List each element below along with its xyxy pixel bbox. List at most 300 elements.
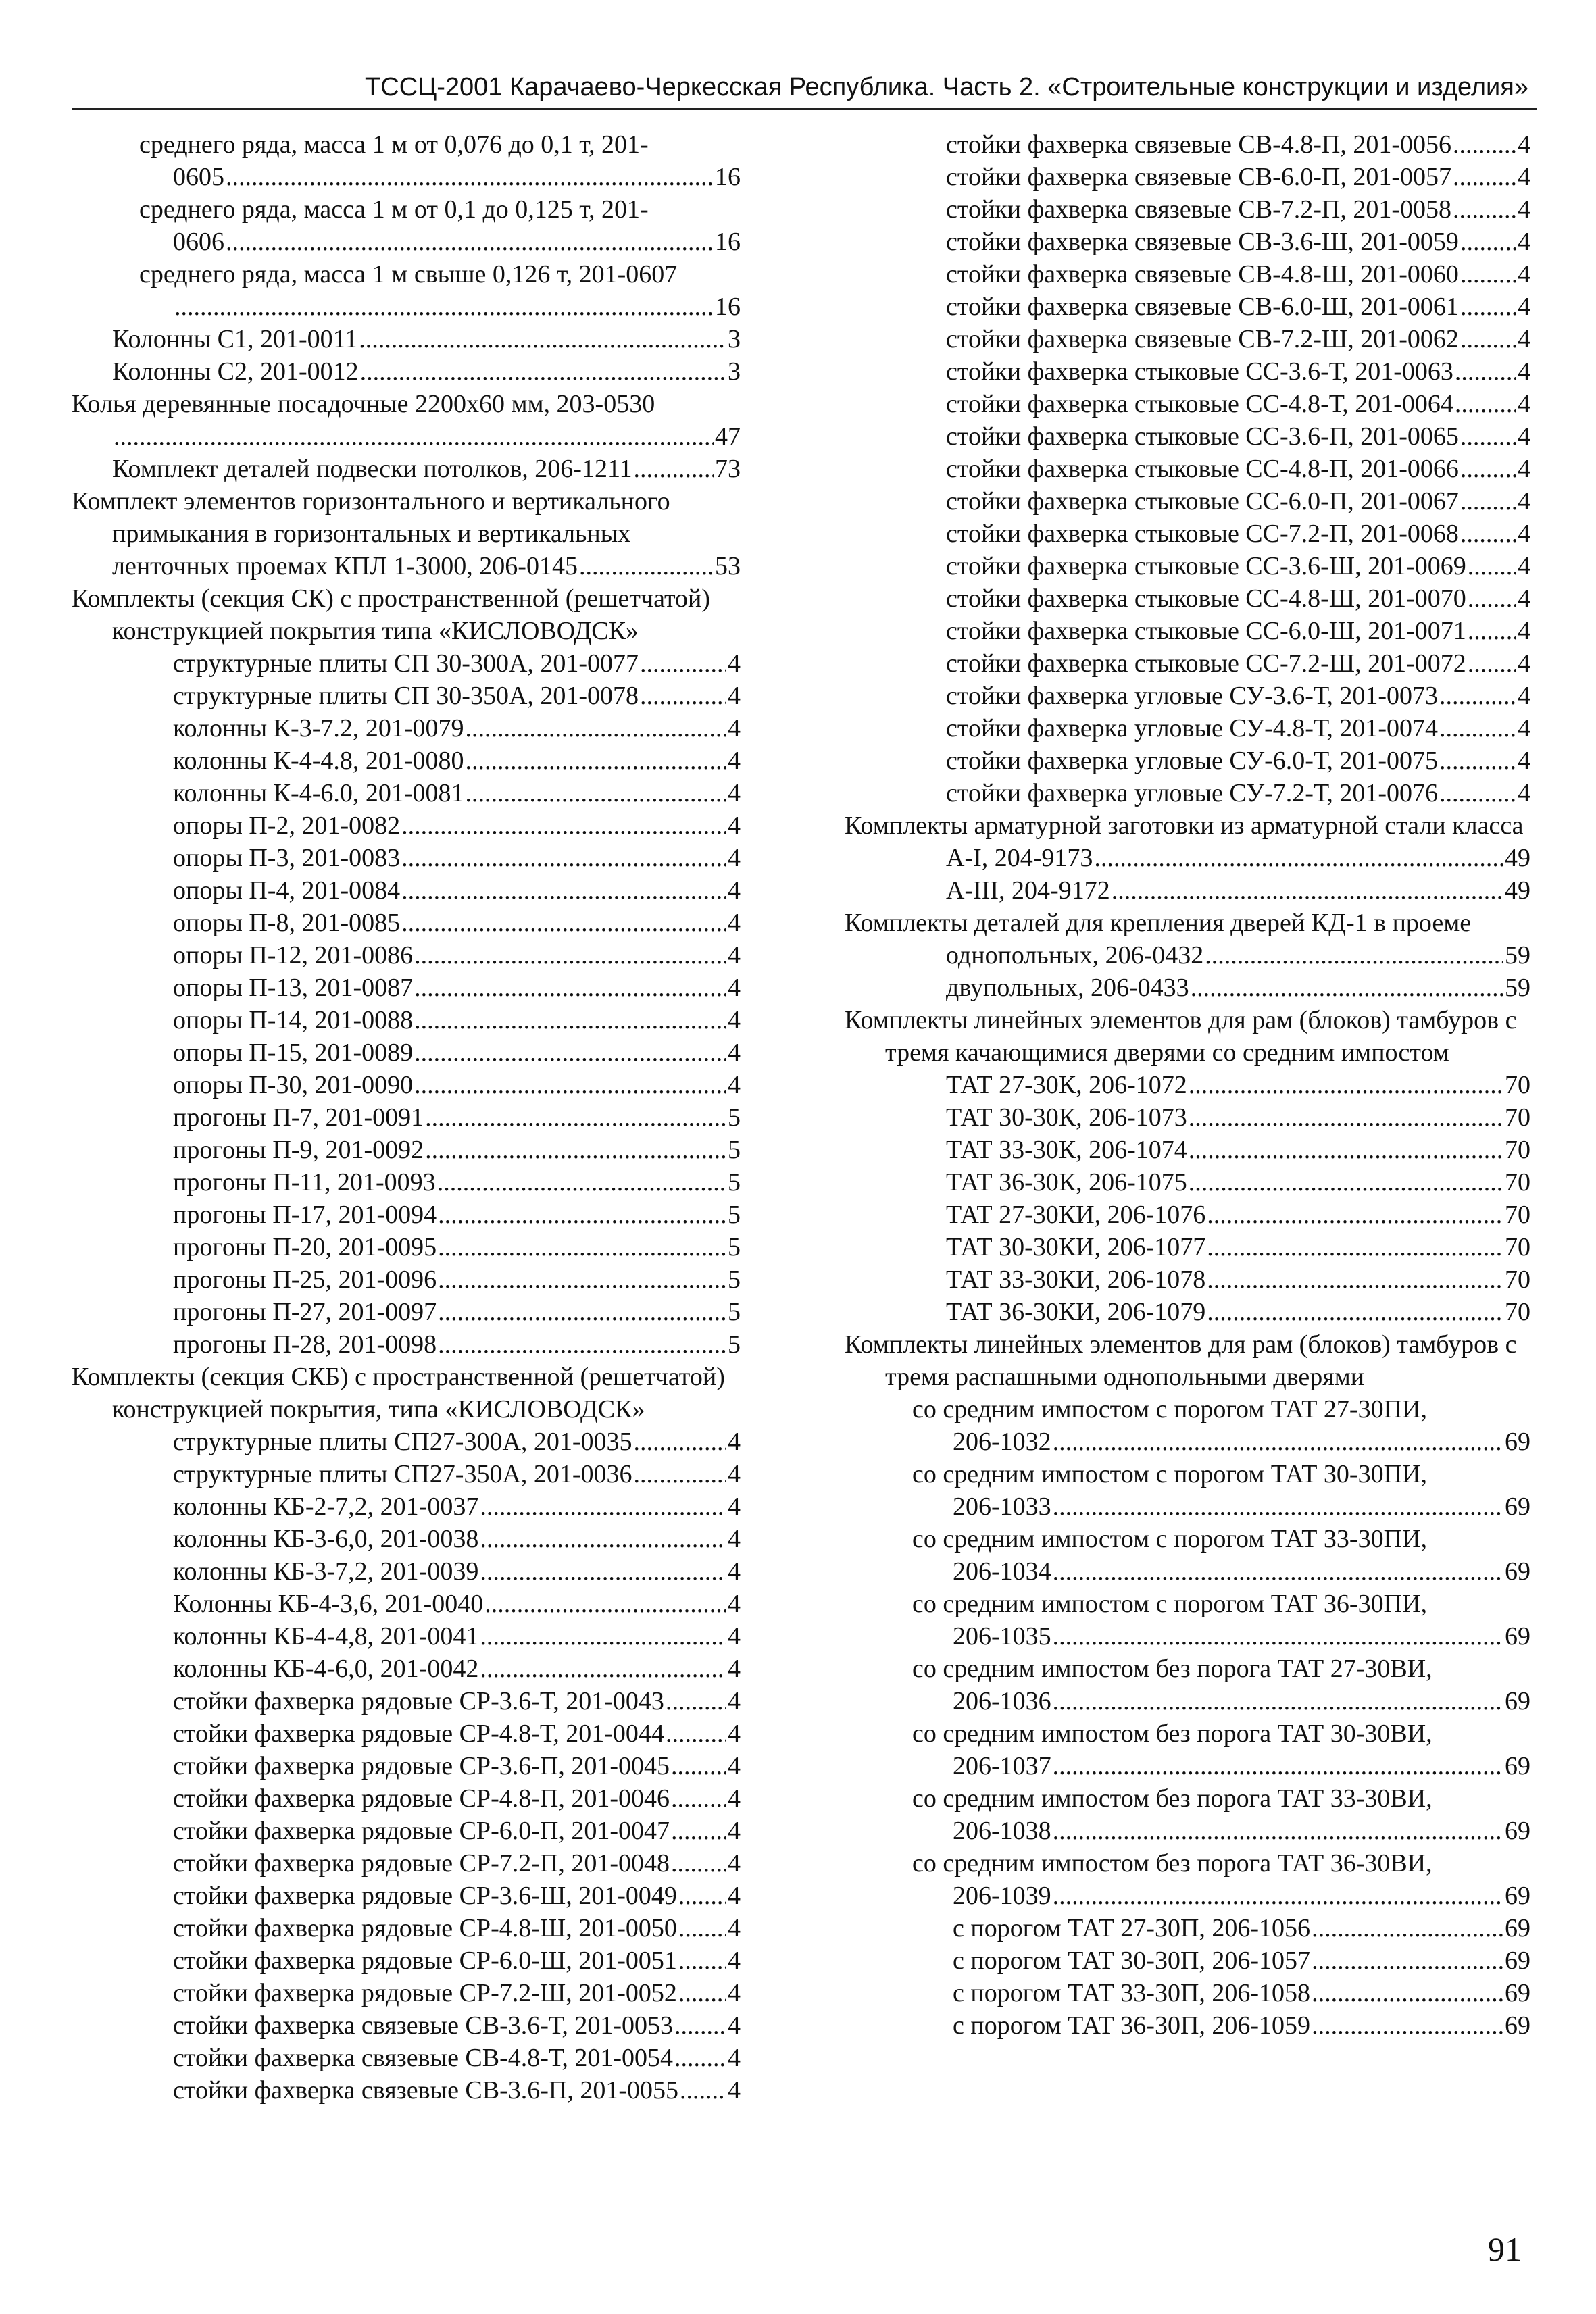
index-entry-page: 4 xyxy=(1518,487,1530,515)
index-entry-tail: опоры П-4, 201-0084 xyxy=(173,876,401,905)
index-entry xyxy=(845,615,1530,647)
index-entry-leader xyxy=(112,355,741,388)
index-entry xyxy=(845,680,1530,712)
index-entry-leader xyxy=(946,972,1530,1004)
index-entry-tail: 206-1034 xyxy=(953,1557,1051,1586)
index-entry-leader xyxy=(953,2009,1530,2042)
index-entry-page: 4 xyxy=(1518,357,1530,386)
index-entry xyxy=(845,1004,1530,1069)
dot-leader xyxy=(1460,420,1516,453)
dot-leader xyxy=(1460,518,1516,550)
dot-leader xyxy=(1453,161,1516,193)
index-entry-leader xyxy=(946,745,1530,777)
index-entry-page: 53 xyxy=(715,552,741,580)
index-entry-tail: Комплект деталей подвески потолков, 206-1211 xyxy=(112,455,632,483)
index-entry-leader xyxy=(173,1069,741,1101)
index-entry-leader xyxy=(946,874,1530,907)
index-entry xyxy=(72,1977,741,2009)
index-entry-leader xyxy=(173,1134,741,1166)
index-entry-leader xyxy=(953,1490,1530,1523)
index-entry-tail: стойки фахверка стыковые СС-3.6-Т, 201-0063 xyxy=(946,357,1453,386)
index-entry-leader xyxy=(946,550,1530,582)
index-entry-page: 5 xyxy=(728,1103,741,1132)
index-entry xyxy=(845,1653,1530,1717)
index-entry-page: 4 xyxy=(1518,195,1530,224)
index-entry-leader xyxy=(946,453,1530,485)
index-entry-leader xyxy=(946,128,1530,161)
index-entry-leader xyxy=(953,1620,1530,1653)
index-entry-leader xyxy=(173,745,741,777)
index-entry-tail: стойки фахверка связевые СВ-3.6-Ш, 201-0059 xyxy=(946,228,1459,256)
index-entry-tail: 206-1035 xyxy=(953,1622,1051,1651)
index-entry-leader xyxy=(173,777,741,809)
index-entry-page: 4 xyxy=(728,1038,741,1067)
dot-leader xyxy=(1205,939,1503,972)
index-entry-page: 4 xyxy=(728,1687,741,1715)
index-entry-tail: прогоны П-7, 201-0091 xyxy=(173,1103,424,1132)
index-entry-leader xyxy=(173,1523,741,1555)
index-entry-leader xyxy=(946,1101,1530,1134)
index-entry-leader xyxy=(946,1166,1530,1199)
index-entry-page: 4 xyxy=(728,1428,741,1456)
index-entry-tail: стойки фахверка угловые СУ-4.8-Т, 201-0074 xyxy=(946,714,1439,743)
index-entry xyxy=(845,1166,1530,1199)
index-entry xyxy=(72,777,741,809)
index-entry-leader xyxy=(173,1231,741,1263)
index-entry xyxy=(845,355,1530,388)
index-entry-leader xyxy=(946,1069,1530,1101)
index-entry-text: Комплекты линейных элементов для рам (блоков) тамбуров с тремя распашными однопольными дверями xyxy=(845,1330,1517,1391)
index-entry-page: 70 xyxy=(1505,1071,1530,1099)
index-entry-text: Комплект элементов горизонтального и вертикального примыкания в горизонтальных и вертикальных xyxy=(72,487,670,548)
index-entry-page: 4 xyxy=(728,1849,741,1878)
index-entry-leader xyxy=(946,518,1530,550)
dot-leader xyxy=(438,1263,726,1296)
index-entry-tail: колонны КБ-2-7,2, 201-0037 xyxy=(173,1492,479,1521)
index-entry xyxy=(845,972,1530,1004)
index-entry-leader xyxy=(946,1134,1530,1166)
index-entry-page: 4 xyxy=(1518,422,1530,451)
index-entry xyxy=(72,1361,741,1426)
index-entry-page: 4 xyxy=(728,2076,741,2105)
index-entry-page: 4 xyxy=(728,1719,741,1748)
index-entry xyxy=(72,1296,741,1328)
index-entry-leader xyxy=(946,485,1530,518)
index-entry-tail: 206-1033 xyxy=(953,1492,1051,1521)
dot-leader xyxy=(466,745,726,777)
index-entry-text: со средним импостом с порогом ТАТ 27-30ПИ, xyxy=(912,1395,1427,1424)
index-entry-page: 16 xyxy=(715,228,741,256)
index-entry-tail: Колонны С1, 201-0011 xyxy=(112,325,358,353)
dot-leader xyxy=(1455,355,1516,388)
index-entry-leader xyxy=(112,420,741,453)
index-entry-tail: двупольных, 206-0433 xyxy=(946,974,1189,1002)
index-entry-page: 4 xyxy=(728,1817,741,1845)
dot-leader xyxy=(671,1782,726,1815)
index-entry-leader xyxy=(173,1555,741,1588)
index-entry-tail: стойки фахверка угловые СУ-3.6-Т, 201-0073 xyxy=(946,682,1439,710)
index-entry-page: 4 xyxy=(1518,325,1530,353)
index-entry-page: 4 xyxy=(1518,747,1530,775)
index-entry-page: 3 xyxy=(728,325,741,353)
index-entry-tail: А-I, 204-9173 xyxy=(946,844,1093,872)
index-entry-page: 5 xyxy=(728,1233,741,1261)
dot-leader xyxy=(1468,550,1516,582)
index-entry xyxy=(845,1717,1530,1782)
index-entry-page: 4 xyxy=(728,1882,741,1910)
index-entry-leader xyxy=(173,1036,741,1069)
dot-leader xyxy=(634,1426,726,1458)
index-entry-tail: стойки фахверка рядовые СР-7.2-Ш, 201-0052 xyxy=(173,1979,677,2007)
index-entry xyxy=(845,1523,1530,1588)
dot-leader xyxy=(1189,1166,1503,1199)
index-entry-tail: стойки фахверка рядовые СР-4.8-П, 201-0046 xyxy=(173,1784,670,1813)
index-entry xyxy=(845,388,1530,420)
index-entry-tail: 0606 xyxy=(173,228,224,256)
dot-leader xyxy=(671,1847,726,1880)
dot-leader xyxy=(1468,647,1516,680)
index-entry-tail: опоры П-13, 201-0087 xyxy=(173,974,414,1002)
dot-leader xyxy=(425,1134,726,1166)
index-entry-tail: прогоны П-25, 201-0096 xyxy=(173,1265,437,1294)
index-entry-page: 4 xyxy=(728,747,741,775)
index-entry-leader xyxy=(173,1847,741,1880)
index-entry-leader xyxy=(946,680,1530,712)
index-entry xyxy=(72,1815,741,1847)
index-entry-leader xyxy=(112,550,741,582)
dot-leader xyxy=(359,323,726,355)
index-entry xyxy=(72,1588,741,1620)
page-number: 91 xyxy=(1488,2230,1522,2268)
index-entry-page: 59 xyxy=(1505,941,1530,970)
index-entry-text: со средним импостом с порогом ТАТ 36-30ПИ, xyxy=(912,1590,1427,1618)
dot-leader xyxy=(480,1653,726,1685)
index-entry-tail: стойки фахверка стыковые СС-4.8-Ш, 201-0070 xyxy=(946,584,1466,613)
index-entry xyxy=(72,1523,741,1555)
index-entry-tail: стойки фахверка связевые СВ-4.8-П, 201-0056 xyxy=(946,130,1452,159)
dot-leader xyxy=(634,453,714,485)
dot-leader xyxy=(114,420,714,453)
index-entry-page: 4 xyxy=(728,1914,741,1942)
index-entry-leader xyxy=(946,291,1530,323)
dot-leader xyxy=(466,777,726,809)
index-entry xyxy=(72,2042,741,2074)
index-entry-leader xyxy=(946,388,1530,420)
index-entry-leader xyxy=(173,809,741,842)
index-entry-tail: структурные плиты СП27-350А, 201-0036 xyxy=(173,1460,632,1488)
dot-leader xyxy=(414,1004,726,1036)
index-entry-leader xyxy=(173,907,741,939)
index-entry-page: 4 xyxy=(1518,520,1530,548)
index-entry xyxy=(72,1490,741,1523)
index-entry-page: 69 xyxy=(1505,1428,1530,1456)
index-entry-page: 5 xyxy=(728,1298,741,1326)
index-entry-page: 4 xyxy=(1518,779,1530,807)
index-entry-tail: стойки фахверка стыковые СС-6.0-Ш, 201-0071 xyxy=(946,617,1466,645)
index-entry xyxy=(72,1880,741,1912)
index-entry-tail: ТАТ 27-30КИ, 206-1076 xyxy=(946,1201,1206,1229)
index-entry-leader xyxy=(953,1426,1530,1458)
dot-leader xyxy=(1207,1231,1503,1263)
dot-leader xyxy=(640,680,726,712)
index-entry-leader xyxy=(173,1912,741,1944)
index-entry-page: 4 xyxy=(1518,163,1530,191)
index-entry-tail: стойки фахверка связевые СВ-3.6-П, 201-0055 xyxy=(173,2076,679,2105)
index-entry xyxy=(845,1782,1530,1847)
index-entry-page: 4 xyxy=(1518,682,1530,710)
index-entry-leader xyxy=(946,842,1530,874)
index-entry-page: 4 xyxy=(1518,228,1530,256)
index-entry-leader xyxy=(173,1490,741,1523)
index-entry-tail: прогоны П-28, 201-0098 xyxy=(173,1330,437,1359)
dot-leader xyxy=(1460,453,1516,485)
index-entry xyxy=(72,1912,741,1944)
index-entry-page: 4 xyxy=(728,2044,741,2072)
index-entry-leader xyxy=(953,1685,1530,1717)
index-entry-leader xyxy=(946,193,1530,226)
index-entry xyxy=(845,323,1530,355)
index-entry-text: среднего ряда, масса 1 м от 0,1 до 0,125 т, 201- xyxy=(139,195,649,224)
dot-leader xyxy=(414,1069,726,1101)
index-entry-tail: прогоны П-17, 201-0094 xyxy=(173,1201,437,1229)
index-entry-page: 70 xyxy=(1505,1168,1530,1197)
index-entry xyxy=(72,972,741,1004)
dot-leader xyxy=(1468,582,1516,615)
index-entry-tail: с порогом ТАТ 33-30П, 206-1058 xyxy=(953,1979,1311,2007)
index-entry-page: 49 xyxy=(1505,876,1530,905)
index-entry-page: 4 xyxy=(728,1946,741,1975)
index-entry-leader xyxy=(946,226,1530,258)
index-entry xyxy=(72,2074,741,2107)
index-entry-tail: стойки фахверка связевые СВ-6.0-П, 201-0057 xyxy=(946,163,1452,191)
index-entry xyxy=(72,1555,741,1588)
index-entry-leader xyxy=(173,874,741,907)
index-entry-leader xyxy=(946,258,1530,291)
index-entry-tail: стойки фахверка угловые СУ-6.0-Т, 201-0075 xyxy=(946,747,1439,775)
index-entry xyxy=(845,518,1530,550)
index-entry-tail: стойки фахверка стыковые СС-4.8-П, 201-0066 xyxy=(946,455,1459,483)
dot-leader xyxy=(174,291,714,323)
index-entry xyxy=(72,1717,741,1750)
index-entry xyxy=(845,193,1530,226)
index-entry xyxy=(845,2009,1530,2042)
dot-leader xyxy=(401,907,726,939)
dot-leader xyxy=(401,842,726,874)
index-entry-tail: Колонны С2, 201-0012 xyxy=(112,357,359,386)
index-entry-tail: колонны К-4-4.8, 201-0080 xyxy=(173,747,464,775)
index-entry-page: 49 xyxy=(1505,844,1530,872)
index-entry-tail: ТАТ 30-30КИ, 206-1077 xyxy=(946,1233,1206,1261)
index-entry-tail: стойки фахверка рядовые СР-7.2-П, 201-0048 xyxy=(173,1849,670,1878)
index-column-left xyxy=(72,128,741,2107)
index-entry xyxy=(72,1653,741,1685)
index-entry-leader xyxy=(173,712,741,745)
dot-leader xyxy=(1312,2009,1503,2042)
index-entry-leader xyxy=(173,1101,741,1134)
index-entry-tail: прогоны П-27, 201-0097 xyxy=(173,1298,437,1326)
index-entry xyxy=(845,485,1530,518)
index-entry-leader xyxy=(173,1977,741,2009)
index-entry-tail: Колонны КБ-4-3,6, 201-0040 xyxy=(173,1590,484,1618)
index-entry-leader xyxy=(946,647,1530,680)
index-entry xyxy=(72,1231,741,1263)
index-entry-page: 69 xyxy=(1505,1979,1530,2007)
index-entry-leader xyxy=(173,1880,741,1912)
index-entry-leader xyxy=(173,161,741,193)
index-entry xyxy=(72,2009,741,2042)
dot-leader xyxy=(1460,485,1516,518)
page-header xyxy=(72,68,1537,110)
index-entry xyxy=(845,907,1530,939)
dot-leader xyxy=(1439,745,1516,777)
index-entry xyxy=(845,777,1530,809)
index-entry xyxy=(845,420,1530,453)
index-entry xyxy=(72,1101,741,1134)
index-entry-leader xyxy=(946,355,1530,388)
index-entry-tail: прогоны П-20, 201-0095 xyxy=(173,1233,437,1261)
index-entry xyxy=(845,874,1530,907)
index-entry-page: 69 xyxy=(1505,1817,1530,1845)
index-entry-leader xyxy=(173,680,741,712)
index-entry-page: 4 xyxy=(1518,714,1530,743)
dot-leader xyxy=(1112,874,1503,907)
index-entry xyxy=(72,809,741,842)
index-entry xyxy=(72,1328,741,1361)
index-entry xyxy=(72,1782,741,1815)
dot-leader xyxy=(1468,615,1516,647)
index-entry xyxy=(845,453,1530,485)
index-entry-tail: стойки фахверка связевые СВ-4.8-Т, 201-0054 xyxy=(173,2044,673,2072)
dot-leader xyxy=(1453,128,1516,161)
dot-leader xyxy=(466,712,726,745)
index-entry-leader xyxy=(946,582,1530,615)
index-entry xyxy=(845,1458,1530,1523)
index-entry xyxy=(72,1847,741,1880)
index-entry-tail: стойки фахверка рядовые СР-4.8-Т, 201-0044 xyxy=(173,1719,664,1748)
index-entry-page: 69 xyxy=(1505,1752,1530,1780)
index-entry-page: 69 xyxy=(1505,2011,1530,2040)
index-entry-page: 4 xyxy=(728,974,741,1002)
index-entry xyxy=(72,453,741,485)
index-entry-tail: колонны КБ-3-6,0, 201-0038 xyxy=(173,1525,479,1553)
index-entry-page: 4 xyxy=(728,1557,741,1586)
index-entry-tail: стойки фахверка рядовые СР-4.8-Ш, 201-0050 xyxy=(173,1914,677,1942)
index-entry xyxy=(72,258,741,323)
index-entry xyxy=(845,1199,1530,1231)
index-entry-tail: 206-1037 xyxy=(953,1752,1051,1780)
index-entry-page: 4 xyxy=(1518,260,1530,288)
dot-leader xyxy=(360,355,726,388)
index-entry-page: 5 xyxy=(728,1168,741,1197)
index-entry-page: 69 xyxy=(1505,1622,1530,1651)
dot-leader xyxy=(1094,842,1503,874)
index-entry-tail: стойки фахверка рядовые СР-3.6-Ш, 201-0049 xyxy=(173,1882,677,1910)
dot-leader xyxy=(480,1620,726,1653)
index-entry xyxy=(72,1750,741,1782)
index-entry-page: 4 xyxy=(728,1460,741,1488)
index-entry xyxy=(845,939,1530,972)
index-entry-page: 69 xyxy=(1505,1946,1530,1975)
dot-leader xyxy=(414,972,726,1004)
index-entry-leader xyxy=(946,1231,1530,1263)
index-entry-leader xyxy=(173,1296,741,1328)
index-entry xyxy=(845,1263,1530,1296)
index-entry-leader xyxy=(173,842,741,874)
index-entry-text: Комплекты (секция СК) с пространственной (решетчатой) конструкцией покрытия типа «КИСЛОВОДСК» xyxy=(72,584,711,645)
index-entry-leader xyxy=(173,972,741,1004)
dot-leader xyxy=(226,161,714,193)
dot-leader xyxy=(438,1231,726,1263)
index-entry xyxy=(72,680,741,712)
dot-leader xyxy=(425,1101,726,1134)
index-entry-leader xyxy=(946,420,1530,453)
index-entry-leader xyxy=(953,1815,1530,1847)
index-entry-leader xyxy=(173,1328,741,1361)
index-entry-tail: опоры П-3, 201-0083 xyxy=(173,844,401,872)
index-entry xyxy=(845,161,1530,193)
index-entry-tail: 206-1032 xyxy=(953,1428,1051,1456)
index-entry-page: 47 xyxy=(715,422,741,451)
dot-leader xyxy=(1053,1490,1503,1523)
index-entry-tail: с порогом ТАТ 36-30П, 206-1059 xyxy=(953,2011,1311,2040)
index-entry-leader xyxy=(173,2042,741,2074)
index-entry xyxy=(845,712,1530,745)
index-entry-page: 4 xyxy=(728,1622,741,1651)
index-entry-tail: ТАТ 27-30К, 206-1072 xyxy=(946,1071,1187,1099)
index-entry-leader xyxy=(953,1555,1530,1588)
index-entry xyxy=(845,1944,1530,1977)
index-entry xyxy=(72,907,741,939)
header-title: ТССЦ-2001 Карачаево-Черкесская Республика. Часть 2. «Строительные конструкции и изделия» xyxy=(365,73,1528,101)
dot-leader xyxy=(1207,1199,1503,1231)
index-entry-tail: ТАТ 36-30К, 206-1075 xyxy=(946,1168,1187,1197)
index-entry-tail: структурные плиты СП 30-300А, 201-0077 xyxy=(173,649,639,678)
index-entry-tail: ТАТ 30-30К, 206-1073 xyxy=(946,1103,1187,1132)
dot-leader xyxy=(1189,1101,1503,1134)
index-entry-text: со средним импостом без порога ТАТ 27-30ВИ, xyxy=(912,1655,1432,1683)
dot-leader xyxy=(678,1912,726,1944)
index-entry xyxy=(845,226,1530,258)
dot-leader xyxy=(1053,1880,1503,1912)
index-entry-tail: стойки фахверка рядовые СР-6.0-Ш, 201-0051 xyxy=(173,1946,677,1975)
index-entry-tail: стойки фахверка связевые СВ-7.2-Ш, 201-0062 xyxy=(946,325,1459,353)
index-entry xyxy=(845,258,1530,291)
index-entry-page: 4 xyxy=(728,1655,741,1683)
dot-leader xyxy=(437,1166,726,1199)
index-entry-page: 5 xyxy=(728,1330,741,1359)
index-entry xyxy=(72,647,741,680)
index-entry xyxy=(845,745,1530,777)
index-entry-tail: А-III, 204-9172 xyxy=(946,876,1110,905)
index-entry-page: 4 xyxy=(728,876,741,905)
index-entry xyxy=(845,550,1530,582)
dot-leader xyxy=(438,1296,726,1328)
index-entry-tail: стойки фахверка связевые СВ-3.6-Т, 201-0053 xyxy=(173,2011,673,2040)
index-entry-leader xyxy=(953,1912,1530,1944)
index-entry-text: среднего ряда, масса 1 м от 0,076 до 0,1 т, 201- xyxy=(139,130,649,159)
index-entry-page: 5 xyxy=(728,1265,741,1294)
index-entry-text: среднего ряда, масса 1 м свыше 0,126 т, 201-0607 xyxy=(139,260,678,288)
index-entry-tail: стойки фахверка стыковые СС-7.2-П, 201-0068 xyxy=(946,520,1459,548)
index-entry-tail: колонны КБ-3-7,2, 201-0039 xyxy=(173,1557,479,1586)
index-entry-page: 4 xyxy=(728,941,741,970)
index-entry-tail: опоры П-12, 201-0086 xyxy=(173,941,414,970)
index-entry xyxy=(72,1004,741,1036)
index-entry-leader xyxy=(173,291,741,323)
index-entry xyxy=(72,874,741,907)
dot-leader xyxy=(1455,388,1516,420)
index-entry-page: 69 xyxy=(1505,1914,1530,1942)
